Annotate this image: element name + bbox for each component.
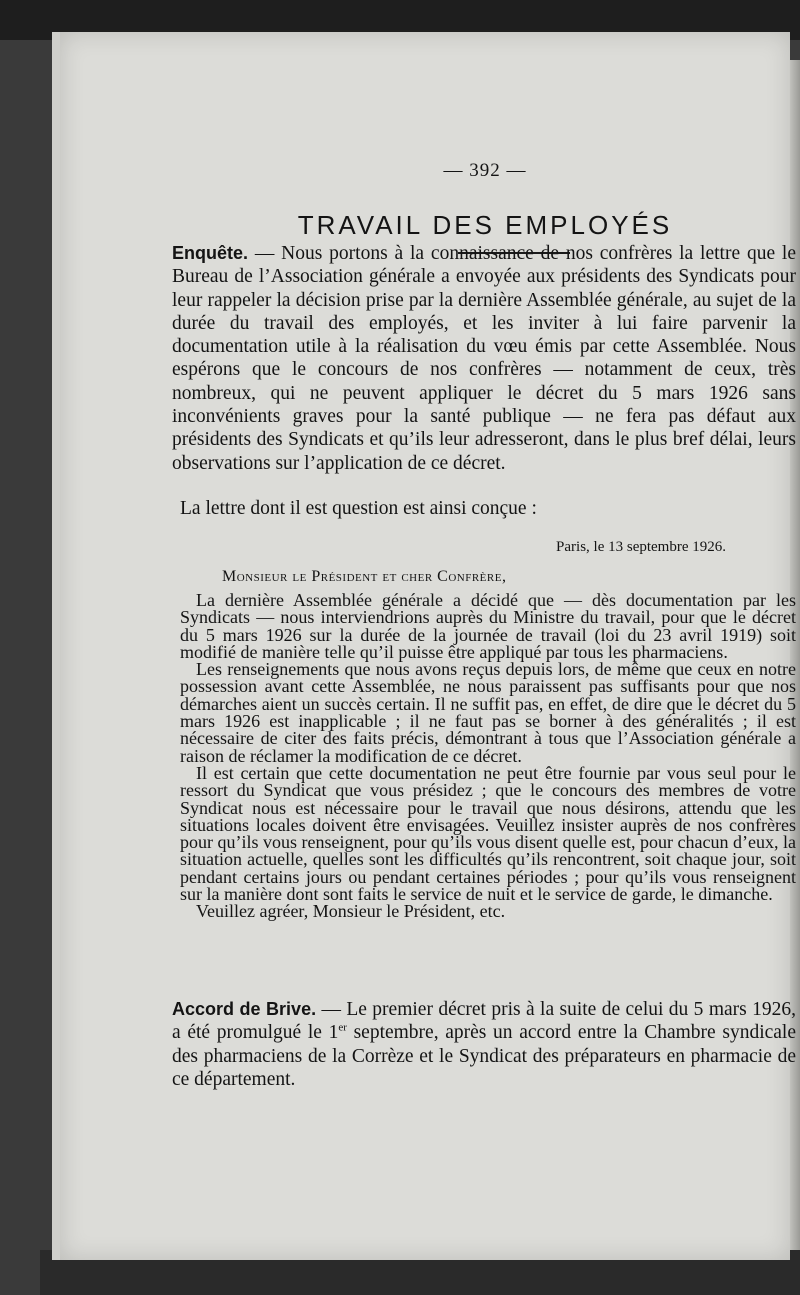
enquete-text: — Nous portons à la connaissance de nos confrères la lettre que le Bureau de l’Association générale a envoyée aux présidents des Syndicats pour leur rappeler la décision prise par la dernière Assemblée générale, au sujet de la durée du travail des employés, et les inviter à lui faire parvenir la documentation utile à la réalisation du vœu émis par cette Assemblée. Nous espérons que le concours de nos confrères — notamment de ceux, très nombreux, qui ne peuvent appliquer le décret du 5 mars 1926 sans inconvénients graves pour la santé publique — ne fera pas défaut aux présidents des Syndicats et qu’ils leur adresseront, dans le plus bref délai, leurs observations sur l’application de ce décret. xyxy=(172,243,796,474)
letter-body xyxy=(180,592,796,921)
enquete-paragraph xyxy=(172,242,796,475)
letter-salutation: Monsieur le Président et cher Confrère, xyxy=(222,568,507,585)
brive-text-before: — Le premier décret pris à la suite de celui du 5 mars 1926, a été promulgué le 1 xyxy=(172,999,796,1044)
page-number: — 392 — xyxy=(443,160,527,181)
letter-paragraph: Veuillez agréer, Monsieur le Président, etc. xyxy=(196,901,506,922)
letter-intro: La lettre dont il est question est ainsi conçue : xyxy=(180,498,537,519)
letter-paragraph: La dernière Assemblée générale a décidé que — dès documentation par les Syndicats — nous interviendrions auprès du Ministre du travail, pour que le décret du 5 mars 1926 sur la durée de la journée de travail (loi du 23 avril 1919) soit modifié de manière telle qu’il puisse être appliqué par tous les pharmaciens. xyxy=(180,590,796,662)
brive-text-after: septembre, après un accord entre la Chambre syndicale des pharmaciens de la Corrèze et le Syndicat des préparateurs en pharmacie de ce département. xyxy=(172,1022,796,1090)
brive-paragraph xyxy=(172,998,796,1091)
section-title: TRAVAIL DES EMPLOYÉS xyxy=(297,210,673,240)
letter-paragraph: Il est certain que cette documentation ne peut être fournie par vous seul pour le ressort du Syndicat que vous présidez ; que le concours des membres de votre Syndicat nous est nécessaire pour le travail que nous désirons, attendu que les situations locales doivent être envisagées. Veuillez insister auprès de nos confrères pour qu’ils vous renseignent, pour qu’ils vous disent quelle est, pour chacun d’eux, la situation actuelle, quelles sont les difficultés qu’ils rencontrent, soit chaque jour, soit pendant certains jours ou pendant certaines périodes ; pour qu’ils vous renseignent sur la manière dont sont faits le service de nuit et le service de garde, le dimanche. xyxy=(180,762,796,905)
letter-paragraph: Les renseignements que nous avons reçus depuis lors, de même que ceux en notre possession avant cette Assemblée, ne nous paraissent pas suffisants pour que nos démarches aient un succès certain. Il ne suffit pas, en effet, de dire que le décret du 5 mars 1926 est inapplicable ; il ne faut pas se borner à des généralités ; il est nécessaire de citer des faits précis, démontrant à tous que l’Association générale a raison de réclamer la modification de ce décret. xyxy=(180,659,796,766)
letter-date: Paris, le 13 septembre 1926. xyxy=(556,539,726,555)
brive-superscript: er xyxy=(338,1021,347,1034)
brive-heading: Accord de Brive. xyxy=(172,999,317,1019)
document-page xyxy=(52,32,796,1260)
enquete-heading: Enquête. xyxy=(172,243,249,263)
